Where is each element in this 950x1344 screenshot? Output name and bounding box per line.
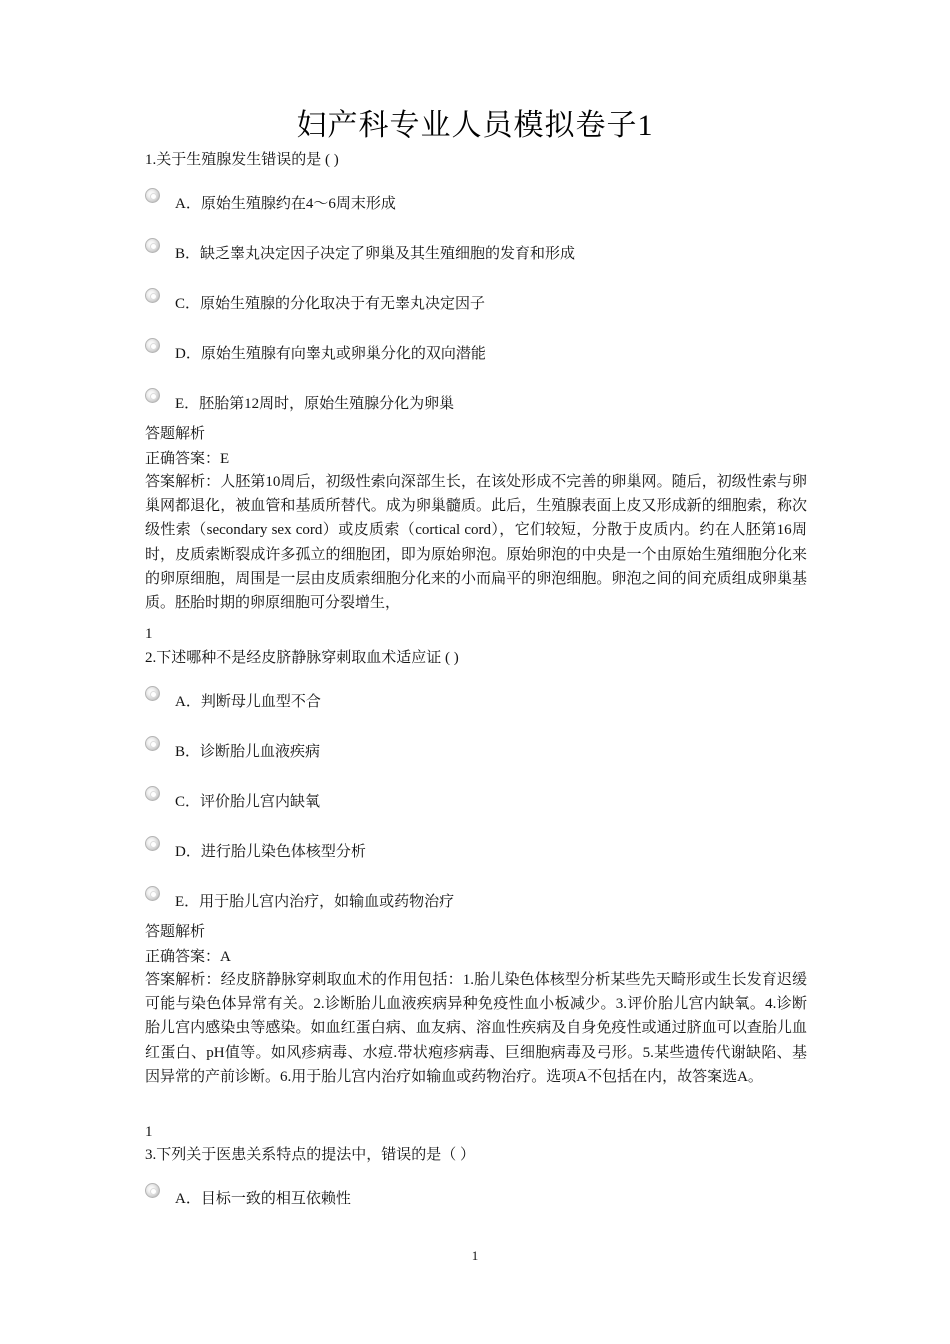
option-label: A．目标一致的相互依赖性	[175, 1191, 351, 1207]
option-label: B．缺乏睾丸决定因子决定了卵巢及其生殖细胞的发育和形成	[175, 246, 576, 262]
question-3-stem: 3.下列关于医患关系特点的提法中，错误的是（ ）	[145, 1147, 476, 1163]
option-label: A．原始生殖腺约在4～6周末形成	[175, 196, 396, 212]
question-2-answer: 正确答案：A	[145, 949, 231, 965]
option-label: C．评价胎儿宫内缺氧	[175, 794, 321, 810]
radio-button-icon[interactable]	[145, 288, 160, 303]
question-1-stem: 1.关于生殖腺发生错误的是 ( )	[145, 152, 339, 168]
option-label: E．胚胎第12周时，原始生殖腺分化为卵巢	[175, 396, 455, 412]
question-2-stem: 2.下述哪种不是经皮脐静脉穿刺取血术适应证 ( )	[145, 650, 459, 666]
radio-button-icon[interactable]	[145, 388, 160, 403]
question-2-explanation: 答案解析：经皮脐静脉穿刺取血术的作用包括：1.胎儿染色体核型分析某些先天畸形或生长发育迟缓可能与染色体异常有关。2.诊断胎儿血液疾病异种免疫性血小板减少。3.评价胎儿宫内缺氧。4.诊断胎儿宫内感染虫等感染。如血红蛋白病、血友病、溶血性疾病及自身免疫性或通过脐血可以查胎儿血红蛋白、pH值等。如风疹病毒、水痘.带状疱疹病毒、巨细胞病毒及弓形。5.某些遗传代谢缺陷、基因异常的产前诊断。6.用于胎儿宫内治疗如输血或药物治疗。选项A不包括在内，故答案选A。	[145, 972, 807, 1085]
question-2-score: 1	[145, 1124, 153, 1140]
option-label: E．用于胎儿宫内治疗，如输血或药物治疗	[175, 894, 455, 910]
radio-button-icon[interactable]	[145, 188, 160, 203]
question-1-explanation: 答案解析：人胚第10周后，初级性索向深部生长，在该处形成不完善的卵巢网。随后，初级性索与卵巢网都退化，被血管和基质所替代。成为卵巢髓质。此后，生殖腺表面上皮又形成新的细胞索，称次级性索（secondary sex cord）或皮质索（cortical cord），它们较短，分散于皮质内。约在人胚第16周时，皮质索断裂成许多孤立的细胞团，即为原始卵泡。原始卵泡的中央是一个由原始生殖细胞分化来的卵原细胞，周围是一层由皮质索细胞分化来的小而扁平的卵泡细胞。卵泡之间的间充质组成卵巢基质。胚胎时期的卵原细胞可分裂增生，	[145, 474, 807, 612]
option-label: A．判断母儿血型不合	[175, 694, 321, 710]
radio-button-icon[interactable]	[145, 786, 160, 801]
question-1-analysis-label: 答题解析	[145, 426, 206, 442]
radio-button-icon[interactable]	[145, 836, 160, 851]
question-1-answer: 正确答案：E	[145, 451, 230, 467]
radio-button-icon[interactable]	[145, 686, 160, 701]
option-label: D．进行胎儿染色体核型分析	[175, 844, 366, 860]
radio-button-icon[interactable]	[145, 338, 160, 353]
radio-button-icon[interactable]	[145, 1183, 160, 1198]
radio-button-icon[interactable]	[145, 886, 160, 901]
document-title: 妇产科专业人员模拟卷子1	[296, 109, 654, 142]
question-2-analysis-label: 答题解析	[145, 924, 206, 940]
page-number: 1	[471, 1248, 479, 1263]
radio-button-icon[interactable]	[145, 238, 160, 253]
option-label: D．原始生殖腺有向睾丸或卵巢分化的双向潜能	[175, 346, 486, 362]
option-label: B．诊断胎儿血液疾病	[175, 744, 321, 760]
radio-button-icon[interactable]	[145, 736, 160, 751]
question-1-score: 1	[145, 626, 153, 642]
option-label: C．原始生殖腺的分化取决于有无睾丸决定因子	[175, 296, 486, 312]
